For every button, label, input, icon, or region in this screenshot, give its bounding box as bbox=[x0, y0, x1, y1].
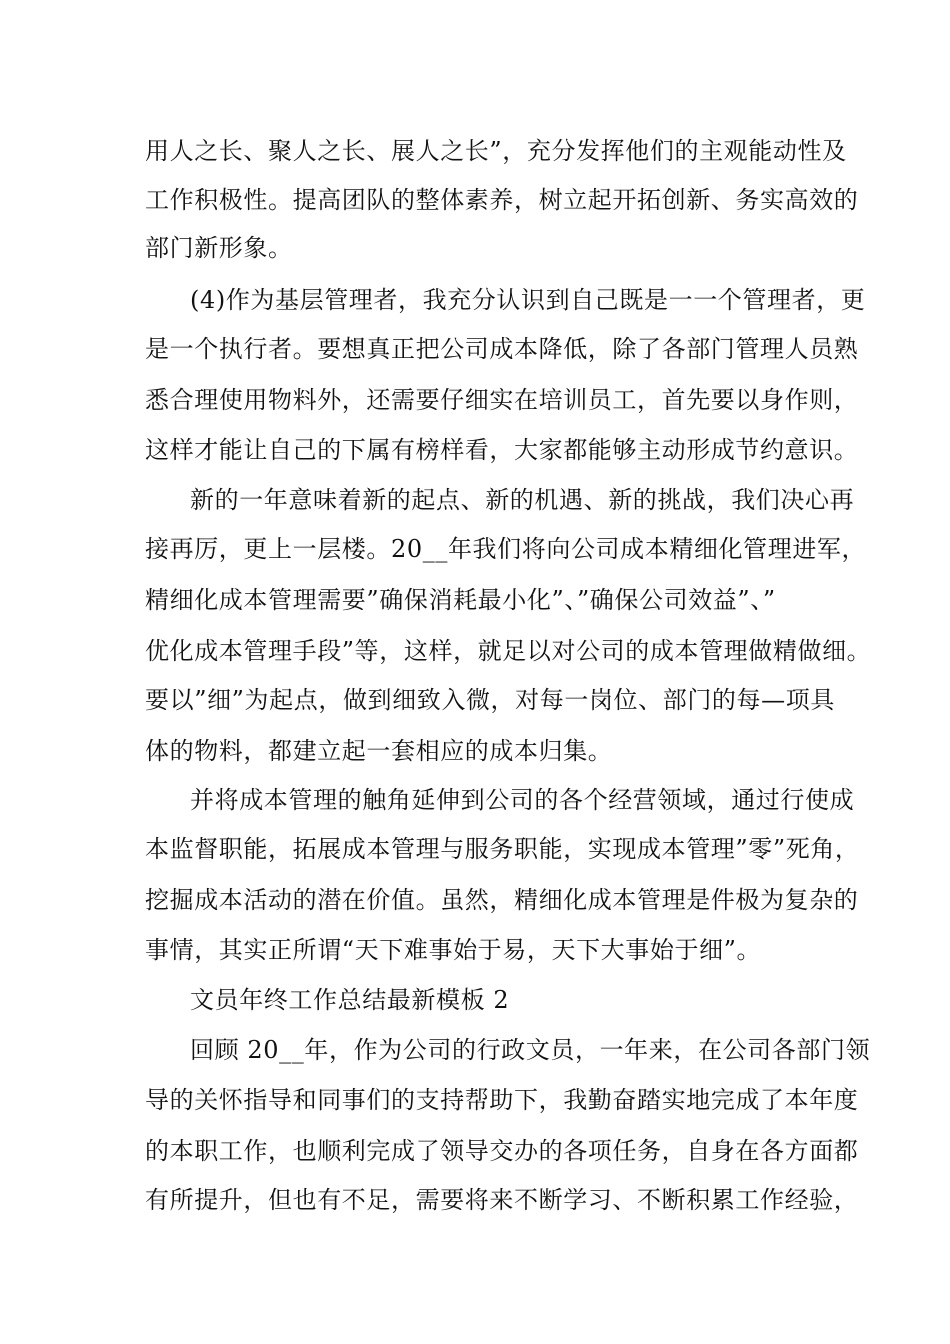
section-heading: 文员年终工作总结最新模板 2 bbox=[190, 986, 510, 1014]
text-line-5: 是一个执行者。要想真正把公司成本降低，除了各部门管理人员熟 bbox=[145, 335, 859, 363]
text-line-2: 工作积极性。提高团队的整体素养，树立起开拓创新、务实高效的 bbox=[145, 186, 859, 214]
text-line-11: 优化成本管理手段”等，这样，就足以对公司的成本管理做精做细。 bbox=[145, 637, 872, 665]
text-line-6: 悉合理使用物料外，还需要仔细实在培训员工，首先要以身作则， bbox=[145, 386, 859, 414]
text-line-3: 部门新形象。 bbox=[145, 234, 293, 262]
text-line-20: 导的关怀指导和同事们的支持帮助下，我勤奋踏实地完成了本年度 bbox=[145, 1086, 859, 1114]
text-line-7: 这样才能让自己的下属有榜样看，大家都能够主动形成节约意识。 bbox=[145, 436, 859, 464]
text-line-22: 有所提升，但也有不足，需要将来不断学习、不断积累工作经验， bbox=[145, 1186, 859, 1214]
text-line-16: 挖掘成本活动的潜在价值。虽然，精细化成本管理是件极为复杂的 bbox=[145, 886, 859, 914]
text-line-1: 用人之长、聚人之长、展人之长”，充分发挥他们的主观能动性及 bbox=[145, 137, 847, 165]
text-line-13: 体的物料，都建立起一套相应的成本归集。 bbox=[145, 737, 613, 765]
text-line-17: 事情，其实正所谓“天下难事始于易，天下大事始于细”。 bbox=[145, 936, 762, 964]
text-line-12: 要以”细”为起点，做到细致入微，对每一岗位、部门的每—项具 bbox=[145, 686, 835, 714]
text-line-9: 接再厉，更上一层楼。20__年我们将向公司成本精细化管理进军， bbox=[145, 535, 867, 563]
text-line-10: 精细化成本管理需要”确保消耗最小化”、”确保公司效益”、” bbox=[145, 586, 776, 614]
paragraph-start-line-8: 新的一年意味着新的起点、新的机遇、新的挑战，我们决心再 bbox=[190, 486, 855, 514]
text-line-21: 的本职工作，也顺利完成了领导交办的各项任务，自身在各方面都 bbox=[145, 1137, 859, 1165]
paragraph-start-line-19: 回顾 20__年，作为公司的行政文员，一年来，在公司各部门领 bbox=[190, 1036, 871, 1064]
paragraph-start-line-4: (4)作为基层管理者，我充分认识到自己既是一一个管理者，更 bbox=[190, 286, 866, 314]
paragraph-start-line-14: 并将成本管理的触角延伸到公司的各个经营领域，通过行使成 bbox=[190, 786, 855, 814]
text-line-15: 本监督职能，拓展成本管理与服务职能，实现成本管理”零”死角， bbox=[145, 835, 860, 863]
